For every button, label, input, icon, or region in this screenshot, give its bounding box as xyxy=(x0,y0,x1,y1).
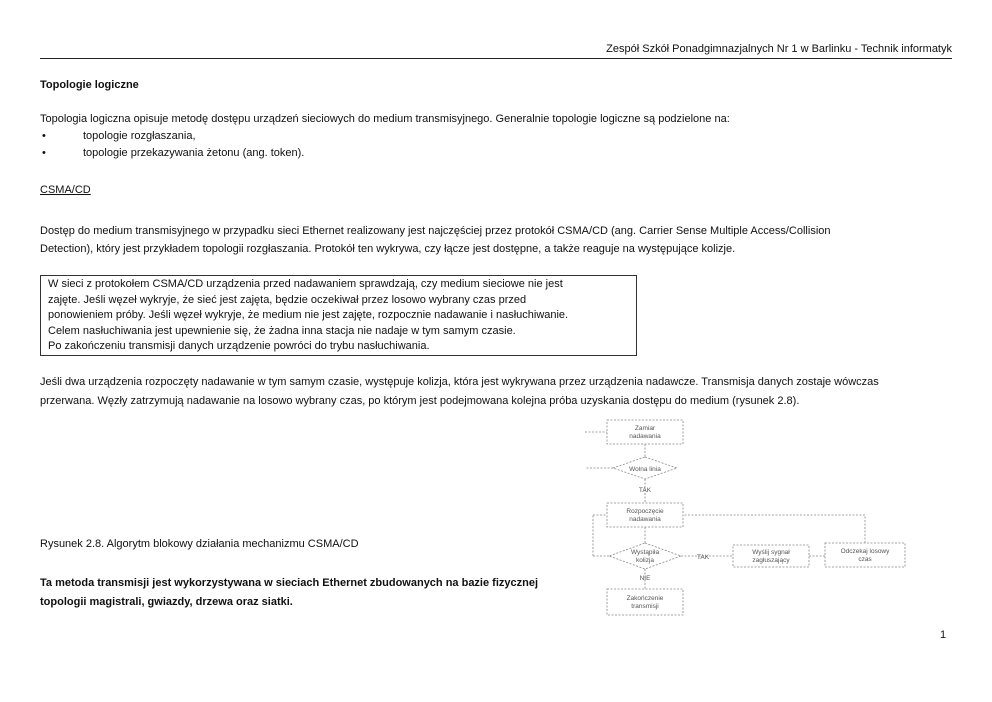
bullet-icon: • xyxy=(42,147,46,159)
collision-paragraph xyxy=(40,373,952,411)
list-item xyxy=(40,128,304,145)
paragraph-line: Detection), który jest przykładem topologii rozgłaszania. Protokół ten wykrywa, czy łącze jest dostępne, a także reaguje na występujące kolizje. xyxy=(40,243,736,255)
flow-start-box xyxy=(607,420,683,444)
flow-jam-label: zagłuszający xyxy=(752,557,790,564)
flow-end-label: Zakończenie xyxy=(626,595,664,602)
flow-end-box xyxy=(607,589,683,615)
flow-jam-label: Wyślij sygnał xyxy=(752,549,790,556)
page-header: Zespół Szkół Ponadgimnazjalnych Nr 1 w Barlinku - Technik informatyk xyxy=(606,43,952,55)
flow-collision-diamond xyxy=(609,543,681,569)
flow-no-label: NIE xyxy=(639,575,651,582)
header-rule xyxy=(40,58,952,59)
paragraph-line: topologii magistrali, gwiazdy, drzewa oraz siatki. xyxy=(40,596,293,608)
paragraph-line: przerwana. Węzły zatrzymują nadawanie na losowo wybrany czas, po którym jest podejmowana kolejna próba uzyskania dostępu do medium (rysunek 2.8). xyxy=(40,395,800,407)
paragraph-line: Ta metoda transmisji jest wykorzystywana w sieciach Ethernet zbudowanych na bazie fizycznej xyxy=(40,577,539,589)
flow-wait-label: Odczekaj losowy xyxy=(840,548,890,555)
flow-start-label: Zamiar xyxy=(634,425,656,432)
bullet-icon: • xyxy=(42,130,46,142)
paragraph-line: Dostęp do medium transmisyjnego w przypadku sieci Ethernet realizowany jest najczęściej przez protokół CSMA/CD (ang. Carrier Sense Multiple Access/Collision xyxy=(40,225,831,237)
box-line: Po zakończeniu transmisji danych urządzenie powróci do trybu nasłuchiwania. xyxy=(48,340,430,352)
flow-begin-box xyxy=(607,503,683,527)
flow-yes-label: TAK xyxy=(638,487,652,494)
csma-paragraph xyxy=(40,222,952,258)
flow-check-label: Wolna linia xyxy=(629,466,661,473)
page-number: 1 xyxy=(940,629,947,641)
section-heading: CSMA/CD xyxy=(40,184,91,196)
topology-list xyxy=(40,128,304,162)
bold-paragraph xyxy=(40,574,580,612)
csma-flowchart xyxy=(583,415,923,630)
figure-caption: Rysunek 2.8. Algorytm blokowy działania mechanizmu CSMA/CD xyxy=(40,538,359,550)
flow-end-label: transmisji xyxy=(631,603,659,610)
flow-yes-label: TAK xyxy=(696,554,710,561)
paragraph-line: Jeśli dwa urządzenia rozpoczęty nadawanie w tym samym czasie, występuje kolizja, która jest wykrywana przez urządzenia nadawcze. Transmisja danych zostaje wówczas xyxy=(40,376,879,388)
flow-wait-label: czas xyxy=(858,556,872,563)
list-item-text: topologie rozgłaszania, xyxy=(83,130,196,142)
box-line: Celem nasłuchiwania jest upewnienie się, że żadna inna stacja nie nadaje w tym samym czasie. xyxy=(48,324,516,337)
flow-collision-label: kolizja xyxy=(635,557,655,564)
flow-wait-box xyxy=(825,543,905,567)
flow-begin-label: Rozpoczęcie xyxy=(626,508,664,515)
list-item xyxy=(40,145,304,162)
page-title: Topologie logiczne xyxy=(40,79,139,91)
list-item-text: topologie przekazywania żetonu (ang. token). xyxy=(83,147,305,159)
box-line: ponowieniem próby. Jeśli węzeł wykryje, że medium nie jest zajęte, rozpocznie nadawanie i nasłuchiwanie. xyxy=(48,309,569,321)
flow-start-label: nadawania xyxy=(629,433,661,440)
intro-paragraph: Topologia logiczna opisuje metodę dostępu urządzeń sieciowych do medium transmisyjnego. Generalnie topologie logiczne są podzielone na: xyxy=(40,113,730,125)
box-line: W sieci z protokołem CSMA/CD urządzenia przed nadawaniem sprawdzają, czy medium sieciowe nie jest xyxy=(48,278,563,290)
flow-collision-label: Wystąpiła xyxy=(630,549,660,556)
flow-begin-label: nadawania xyxy=(629,516,661,523)
info-box xyxy=(40,275,637,356)
box-line: zajęte. Jeśli węzeł wykryje, że sieć jest zajęta, będzie oczekiwał przez losowo wybrany czas przed xyxy=(48,293,527,306)
